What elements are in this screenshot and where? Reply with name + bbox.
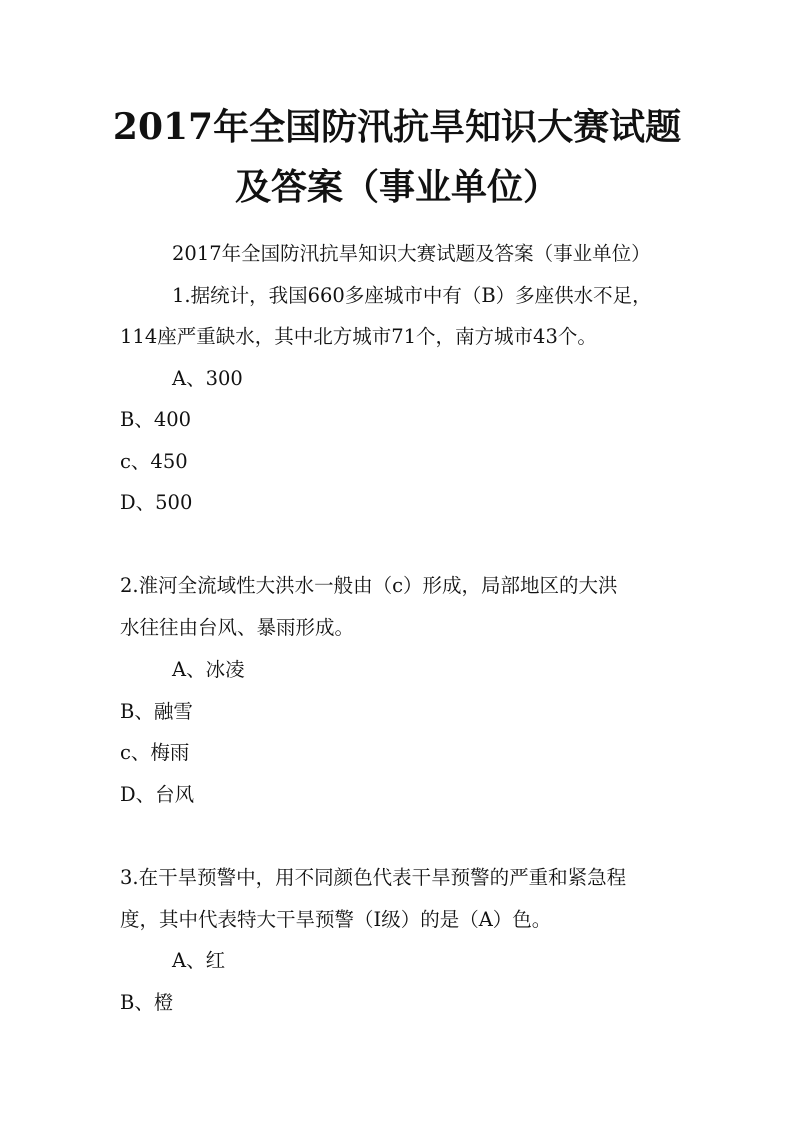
question-2-option-c: c、梅雨 bbox=[120, 741, 190, 764]
document-title-line-1: 2017年全国防汛抗旱知识大赛试题 bbox=[112, 106, 682, 148]
question-1-option-b: B、400 bbox=[120, 408, 192, 431]
question-2-text-line-1: 2.淮河全流域性大洪水一般由（c）形成，局部地区的大洪 bbox=[120, 574, 618, 597]
document-subtitle: 2017年全国防汛抗旱知识大赛试题及答案（事业单位） bbox=[172, 242, 651, 265]
question-1-text-line-2: 114座严重缺水，其中北方城市71个，南方城市43个。 bbox=[120, 325, 597, 348]
question-1-option-c: c、450 bbox=[120, 450, 188, 473]
question-2-option-d: D、台风 bbox=[120, 783, 195, 806]
question-2-option-b: B、融雪 bbox=[120, 700, 193, 723]
question-1-option-a: A、300 bbox=[172, 367, 243, 390]
question-2-text-line-2: 水往往由台风、暴雨形成。 bbox=[120, 616, 355, 639]
question-1-option-d: D、500 bbox=[120, 491, 193, 514]
document-title-line-2: 及答案（事业单位） bbox=[234, 166, 559, 208]
question-3-text-line-1: 3.在干旱预警中，用不同颜色代表干旱预警的严重和紧急程 bbox=[120, 866, 627, 889]
question-2-option-a: A、冰凌 bbox=[172, 658, 245, 681]
question-3-option-a: A、红 bbox=[172, 949, 226, 972]
question-3-option-b: B、橙 bbox=[120, 991, 174, 1014]
question-3-text-line-2: 度，其中代表特大干旱预警（Ⅰ级）的是（A）色。 bbox=[120, 908, 552, 931]
question-1-text-line-1: 1.据统计，我国660多座城市中有（B）多座供水不足， bbox=[172, 284, 652, 307]
